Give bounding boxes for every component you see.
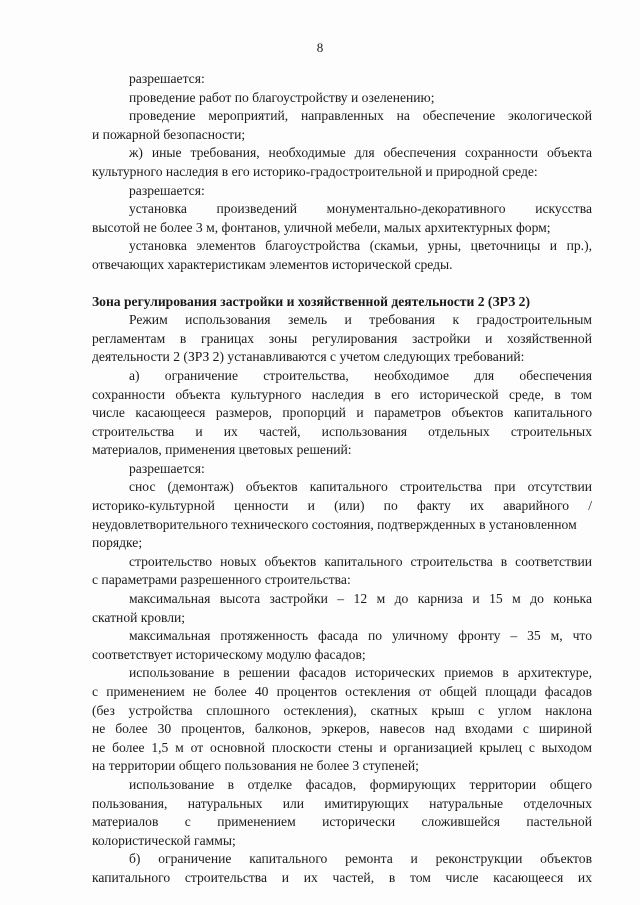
text-line: использование в решении фасадов исторических приемов в архитектуре, [129,665,592,681]
text-line: историко-культурной ценности и (или) по факту их аварийного / [92,498,592,514]
text-line: б) ограничение капитального ремонта и реконструкции объектов [129,851,592,867]
text-line: а) ограничение строительства, необходимое для обеспечения [129,367,592,383]
page-number: 8 [316,40,324,55]
text-line: строительства и их частей, использования отдельных строительных [92,423,592,439]
text-line: не более 30 процентов, балконов, эркеров, навесов над входами с шириной [92,721,592,737]
text-line: ж) иные требования, необходимые для обеспечения сохранности объекта [129,145,592,161]
text-line: максимальная протяженность фасада по уличному фронту – 35 м, что [129,628,592,644]
text-line: материалов с применением исторически сложившейся пастельной [92,814,592,830]
text-line: проведение мероприятий, направленных на обеспечение экологической [129,108,592,124]
text-line: максимальная высота застройки – 12 м до карниза и 15 м до конька [129,591,592,607]
text-line: установка произведений монументально-декоративного искусства [129,201,592,217]
text-line: скатной кровли; [92,609,186,625]
text-line: колористической гаммы; [92,832,236,848]
section-heading: Зона регулирования застройки и хозяйственной деятельности 2 (ЗРЗ 2) [92,293,531,309]
text-line: регламентам в границах зоны регулирования застройки и хозяйственной [92,330,592,346]
section-spacer [92,275,592,293]
text-line: материалов, применения цветовых решений: [92,442,352,458]
text-line: пользования, натуральных или имитирующих натуральные отделочных [92,795,592,811]
text-line: отвечающих характеристикам элементов исторической среды. [92,256,453,272]
text-line: установка элементов благоустройства (скамьи, урны, цветочницы и пр.), [129,238,592,254]
text-line: соответствует историческому модулю фасадов; [92,646,366,662]
document-body [92,70,592,888]
text-line: разрешается: [129,460,205,476]
text-line: числе касающееся размеров, пропорций и параметров объектов капитального [92,405,592,421]
text-line: с параметрами разрешенного строительства: [92,572,351,588]
text-line: капитального строительства и их частей, в том числе касающееся их [92,869,592,885]
text-line: разрешается: [129,182,205,198]
text-line: Режим использования земель и требования к градостроительным [129,312,592,328]
text-line: снос (демонтаж) объектов капитального строительства при отсутствии [129,479,592,495]
text-line: неудовлетворительного технического состояния, подтвержденных в установленном [92,516,577,532]
paragraph-block-1 [92,70,592,275]
text-line: порядке; [92,535,143,551]
text-line: не более 1,5 м от основной плоскости стены и организацией крылец с выходом [92,739,592,755]
text-line: строительство новых объектов капитального строительства в соответствии [129,553,592,569]
text-line: сохранности объекта культурного наследия в его исторической среде, в том [92,386,592,402]
text-line: культурного наследия в его историко-градостроительной и природной среде: [92,163,538,179]
text-line: разрешается: [129,71,205,86]
text-line: и пожарной безопасности; [92,126,246,142]
text-line: использование в отделке фасадов, формирующих территории общего [129,776,592,792]
text-line: деятельности 2 (ЗРЗ 2) устанавливаются с учетом следующих требований: [92,349,525,365]
text-line: высотой не более 3 м, фонтанов, уличной мебели, малых архитектурных форм; [92,219,551,235]
text-line: на территории общего пользования не более 3 ступеней; [92,758,419,774]
paragraph-block-2 [92,311,592,887]
text-line: (без устройства сплошного остекления), скатных крыш с углом наклона [92,702,592,718]
text-line: с применением не более 40 процентов остекления от общей площади фасадов [92,684,592,699]
text-line: проведение работ по благоустройству и озеленению; [129,89,435,105]
